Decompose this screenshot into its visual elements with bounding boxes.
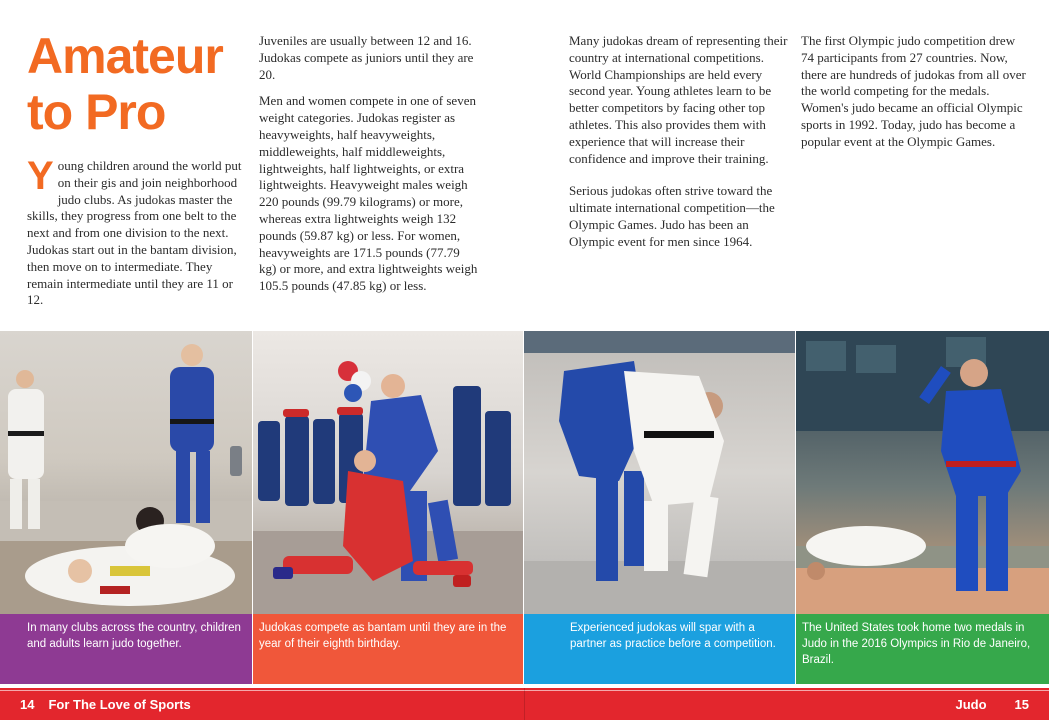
caption-club-practice: In many clubs across the country, children and adults learn judo together.: [0, 614, 252, 684]
drop-cap: Y: [27, 154, 54, 198]
caption-olympic-medals: The United States took home two medals in Judo in the 2016 Olympics in Rio de Janeiro, Brazil.: [796, 614, 1049, 684]
paragraph-weight-categories: Men and women compete in one of seven weight categories. Judokas register as heavyweights, half heavyweights, middleweights, half middleweights, lightweights, half lightweights, or extra lightweights. Heavyweight males weigh 220 pounds (99.79 kilograms) or more, whereas extra lightweights weigh 132 pounds (59.87 kg) or less. For women, heavyweights are 171.5 pounds (77.79 kg) or more, and extra lightweights weigh 105.5 pounds (47.85 kg) or less.: [259, 93, 478, 294]
page-gutter: [524, 688, 525, 720]
caption-sparring: Experienced judokas will spar with a partner as practice before a competition.: [524, 614, 795, 684]
photo-bantam-competition: [253, 331, 523, 614]
paragraph-international: Many judokas dream of representing their country at international competitions. World Championships are held every second year. Young athletes learn to be better competitors by facing other top athletes. This also provides them with experience that will increase their confidence and improve their training.: [569, 33, 788, 166]
paragraph-olympic-history: The first Olympic judo competition drew 74 participants from 27 countries. Now, there are hundreds of judokas from all over the world competing for the medals. Women's judo became an official Olympic sports in 1992. Today, judo has become a popular event at the Olympic Games.: [801, 33, 1026, 149]
page-title: [27, 28, 247, 140]
photo-olympic-victory: [796, 331, 1049, 614]
text-column-3: [569, 33, 791, 261]
title-line-2: to Pro: [27, 84, 166, 140]
photo-sparring: [524, 331, 795, 614]
page-number-right: 15: [1014, 697, 1029, 712]
text-column-4: [801, 33, 1029, 161]
title-line-1: Amateur: [27, 28, 223, 84]
book-title: For The Love of Sports: [48, 697, 191, 712]
text-column-1: [27, 154, 245, 319]
paragraph-juveniles: Juveniles are usually between 12 and 16. Judokas compete as juniors until they are 20.: [259, 33, 474, 82]
footer-right: [955, 697, 1029, 712]
paragraph-olympics: Serious judokas often strive toward the ultimate international competition—the Olympic Games. Judo has been an Olympic event for men since 1964.: [569, 183, 775, 249]
footer-left: [20, 697, 205, 712]
page-number-left: 14: [20, 697, 35, 712]
intro-paragraph: [27, 154, 245, 309]
photo-club-practice: [0, 331, 252, 614]
text-column-2: [259, 33, 479, 305]
intro-text: oung children around the world put on their gis and join neighborhood judo clubs. As judokas master the skills, they progress from one belt to the next and from one division to the next. Judokas start out in the bantam division, then move on to intermediate. They remain intermediate until they are 11 or 12.: [27, 158, 242, 308]
section-title: Judo: [955, 697, 987, 712]
caption-bantam: Judokas compete as bantam until they are in the year of their eighth birthday.: [253, 614, 523, 684]
